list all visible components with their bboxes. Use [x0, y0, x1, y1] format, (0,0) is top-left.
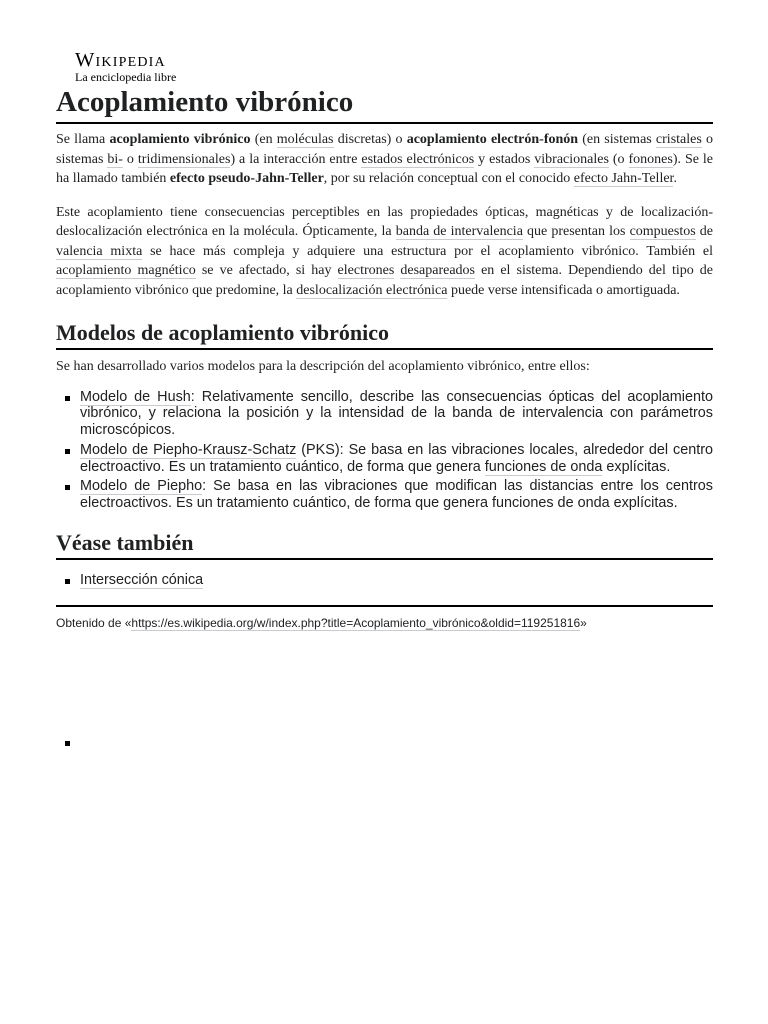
bold-term: efecto pseudo-Jahn-Teller — [169, 171, 324, 186]
link-valencia-mixta[interactable]: valencia mixta — [56, 243, 143, 259]
article-content — [56, 130, 713, 631]
link-acoplamiento-magnetico[interactable]: acoplamiento magnético — [56, 263, 196, 278]
page-title: Acoplamiento vibrónico — [56, 82, 713, 124]
text: ). Se le ha llamado también — [56, 151, 714, 186]
item-text: : Se basa en las vibraciones que modifican las distancias entre los centros electroactivos. Es un tratamiento cuántico, de forma que genera funciones de onda explícitas. — [80, 478, 713, 512]
text: que presentan los — [522, 224, 630, 239]
text: se hace más compleja y adquiere una estructura por el acoplamiento vibrónico. También el — [142, 243, 713, 259]
section-heading-see-also: Véase también — [56, 528, 713, 560]
text: y estados — [474, 151, 535, 167]
link-electrones[interactable]: electrones — [337, 263, 395, 278]
item-text: explícitas. — [602, 458, 671, 475]
consequences-paragraph — [56, 203, 713, 301]
source-link[interactable]: https://es.wikipedia.org/w/index.php?title=Acoplamiento_vibrónico&oldid=119251816 — [131, 615, 581, 630]
link-funciones-de-onda[interactable]: funciones de onda — [484, 458, 603, 475]
text: de — [695, 224, 714, 239]
bold-term: acoplamiento vibrónico — [109, 132, 251, 147]
text: ) a la interacción entre — [230, 151, 362, 167]
logo-title: Wikipedia — [75, 49, 166, 71]
list-item — [56, 572, 713, 589]
text: o sistemas — [56, 132, 713, 167]
link-estados-electronicos[interactable]: estados electrónicos — [361, 151, 475, 167]
footer-suffix: » — [580, 615, 587, 630]
models-intro: Se han desarrollado varios modelos para la descripción del acoplamiento vibrónico, entre ellos: — [56, 359, 590, 374]
wikipedia-logo[interactable] — [75, 48, 176, 84]
link-modelo-pks[interactable]: Modelo de Piepho-Krausz-Schatz — [80, 441, 297, 458]
list-item — [56, 389, 713, 439]
empty-list-bullet — [65, 741, 70, 746]
item-text: : Relativamente sencillo, describe las consecuencias ópticas del acoplamiento vibrónico, y relaciona la posición y la intensidad de la banda de intervalencia con parámetros microscópicos. — [80, 388, 713, 439]
models-list — [56, 389, 713, 513]
link-bi[interactable]: bi- — [107, 151, 123, 167]
link-compuestos[interactable]: compuestos — [629, 224, 696, 239]
intro-paragraph — [56, 130, 713, 189]
see-also-list — [56, 572, 713, 589]
link-efecto-jahn-teller[interactable]: efecto Jahn-Teller — [573, 171, 674, 186]
link-deslocalizacion-electronica[interactable]: deslocalización electrónica — [296, 282, 448, 298]
text: o — [122, 151, 138, 167]
link-vibracionales[interactable]: vibracionales — [534, 151, 609, 167]
text: se ve afectado, si hay — [195, 263, 338, 278]
footer-divider — [56, 605, 713, 607]
link-modelo-piepho[interactable]: Modelo de Piepho — [80, 478, 203, 495]
list-item — [56, 442, 713, 476]
link-desapareados[interactable]: desapareados — [400, 263, 475, 278]
source-footer — [56, 615, 713, 631]
link-moleculas[interactable]: moléculas — [276, 132, 334, 147]
text: (o — [608, 151, 629, 167]
text: discretas) o — [333, 132, 407, 147]
text: . — [673, 171, 677, 186]
list-item — [56, 478, 713, 512]
text: en el sistema. Dependiendo del tipo de acoplamiento vibrónico que predomine, la — [56, 263, 714, 298]
item-text: (PKS): Se basa en las vibraciones locales, alrededor del centro electroactivo. Es un tratamiento cuántico, de forma que genera — [80, 441, 713, 475]
link-cristales[interactable]: cristales — [655, 132, 702, 147]
logo-subtitle: La enciclopedia libre — [75, 70, 177, 84]
link-fonones[interactable]: fonones — [628, 151, 673, 167]
text: Se llama — [56, 132, 110, 147]
bold-term: acoplamiento electrón-fonón — [406, 132, 579, 147]
footer-prefix: Obtenido de « — [56, 615, 132, 630]
text: , por su relación conceptual con el conocido — [323, 171, 574, 186]
link-modelo-hush[interactable]: Modelo de Hush — [80, 388, 191, 405]
link-banda-intervalencia[interactable]: banda de intervalencia — [395, 224, 523, 239]
link-tridimensionales[interactable]: tridimensionales — [137, 151, 231, 167]
section-heading-models: Modelos de acoplamiento vibrónico — [56, 318, 713, 350]
link-interseccion-conica[interactable]: Intersección cónica — [80, 572, 204, 589]
text: puede verse intensificada o amortiguada. — [447, 282, 680, 298]
text: (en sistemas — [578, 132, 656, 147]
text: (en — [250, 132, 277, 147]
text: Este acoplamiento tiene consecuencias perceptibles en las propiedades ópticas, magnéticas y de localización-deslocalización electrónica en la molécula. Ópticamente, la — [56, 204, 713, 239]
